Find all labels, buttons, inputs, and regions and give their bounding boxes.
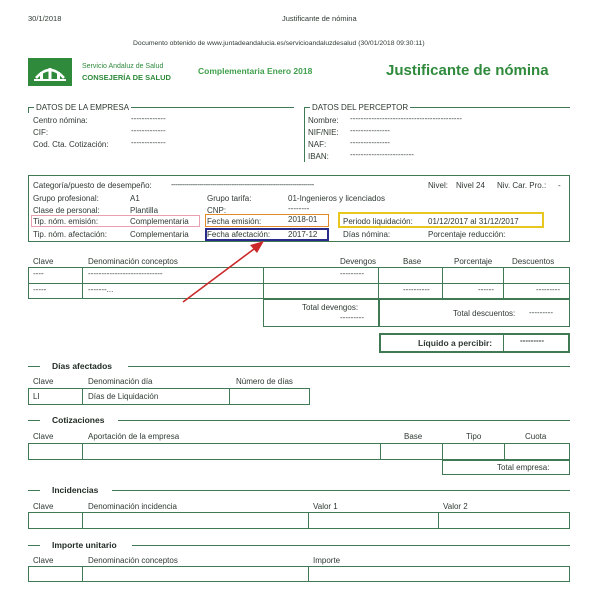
fecha-afect-label: Fecha afectación: bbox=[207, 230, 271, 239]
dias-afectados-title: Días afectados bbox=[52, 361, 112, 371]
tip-afect-label: Tip. nóm. afectación: bbox=[33, 230, 107, 239]
incidencias-table bbox=[28, 512, 570, 529]
liquido-value: --------- bbox=[520, 336, 544, 345]
table-row-2-clave: ----- bbox=[33, 285, 47, 294]
print-title: Justificante de nómina bbox=[282, 14, 357, 23]
clase-value: Plantilla bbox=[130, 206, 159, 215]
categoria-value: ------------------------------------------------------------------ bbox=[171, 180, 314, 189]
cot-col-cuota: Cuota bbox=[525, 432, 547, 441]
cod-value: ------------- bbox=[131, 138, 166, 147]
brand-line1: Servicio Andaluz de Salud bbox=[82, 63, 164, 70]
table-row-2-porcentaje: ------ bbox=[478, 285, 494, 294]
centro-value: ------------- bbox=[131, 114, 166, 123]
inc-col-valor2: Valor 2 bbox=[443, 502, 468, 511]
nombre-label: Nombre: bbox=[308, 116, 339, 125]
col-porcentaje: Porcentaje bbox=[454, 257, 493, 266]
inc-col-denominacion: Denominación incidencia bbox=[88, 502, 177, 511]
nivel-label: Nivel: bbox=[428, 181, 449, 190]
grupo-prof-label: Grupo profesional: bbox=[33, 194, 99, 203]
carpro-value: - bbox=[558, 181, 561, 190]
fecha-emision-label: Fecha emisión: bbox=[207, 217, 262, 226]
cnp-label: CNP: bbox=[207, 206, 227, 215]
iban-value: ------------------------ bbox=[350, 150, 414, 159]
table-row-2-descuentos: --------- bbox=[536, 285, 560, 294]
document-title: Justificante de nómina bbox=[386, 62, 549, 79]
grupo-tarifa-label: Grupo tarifa: bbox=[207, 194, 252, 203]
nif-label: NIF/NIE: bbox=[308, 128, 339, 137]
payroll-subtitle: Complementaria Enero 2018 bbox=[198, 66, 313, 76]
iban-label: IBAN: bbox=[308, 152, 329, 161]
clase-label: Clase de personal: bbox=[33, 206, 100, 215]
col-base: Base bbox=[403, 257, 422, 266]
nombre-value: ------------------------------------------ bbox=[350, 114, 462, 123]
cotizaciones-table bbox=[28, 443, 570, 460]
table-row-2-denominacion: -------... bbox=[88, 285, 114, 294]
table-row-1-clave: ---- bbox=[33, 269, 44, 278]
total-devengos-label: Total devengos: bbox=[302, 303, 359, 312]
incidencias-title: Incidencias bbox=[52, 485, 99, 495]
dias-table bbox=[28, 388, 310, 405]
dias-row-denominacion: Días de Liquidación bbox=[88, 392, 159, 401]
inc-col-valor1: Valor 1 bbox=[313, 502, 338, 511]
imp-col-clave: Clave bbox=[33, 556, 54, 565]
col-denominacion: Denominación conceptos bbox=[88, 257, 178, 266]
cot-col-clave: Clave bbox=[33, 432, 54, 441]
naf-value: --------------- bbox=[350, 138, 390, 147]
fecha-afect-value: 2017-12 bbox=[288, 230, 318, 239]
perceptor-header: DATOS DEL PERCEPTOR bbox=[312, 103, 409, 112]
inc-col-clave: Clave bbox=[33, 502, 54, 511]
brand-line2: CONSEJERÍA DE SALUD bbox=[82, 73, 171, 82]
naf-label: NAF: bbox=[308, 140, 327, 149]
cot-col-aportacion: Aportación de la empresa bbox=[88, 432, 180, 441]
dias-row-clave: LI bbox=[33, 392, 40, 401]
col-clave: Clave bbox=[33, 257, 54, 266]
grupo-tarifa-value: 01-Ingenieros y licenciados bbox=[288, 194, 385, 203]
empresa-header: DATOS DE LA EMPRESA bbox=[36, 103, 130, 112]
nivel-value: Nivel 24 bbox=[456, 181, 485, 190]
print-date: 30/1/2018 bbox=[28, 14, 62, 23]
imp-col-importe: Importe bbox=[313, 556, 341, 565]
junta-andalucia-logo-icon bbox=[28, 58, 72, 86]
table-row-1-denominacion: ---------------------------- bbox=[88, 269, 163, 278]
periodo-value: 01/12/2017 al 31/12/2017 bbox=[428, 217, 519, 226]
cot-col-tipo: Tipo bbox=[466, 432, 482, 441]
cif-label: CIF: bbox=[33, 128, 49, 137]
porcentaje-label: Porcentaje reducción: bbox=[428, 230, 506, 239]
col-devengos: Devengos bbox=[340, 257, 377, 266]
tip-afect-value: Complementaria bbox=[130, 230, 189, 239]
dias-col-numero: Número de días bbox=[236, 377, 293, 386]
table-row-1-devengos: --------- bbox=[340, 269, 364, 278]
source-line: Documento obtenido de www.juntadeandalucia.es/servicioandaluzdesalud (30/01/2018 09:30:11) bbox=[133, 40, 425, 47]
importe-table bbox=[28, 566, 570, 582]
fecha-emision-value: 2018-01 bbox=[288, 215, 318, 224]
cot-col-base: Base bbox=[404, 432, 423, 441]
cif-value: ------------- bbox=[131, 126, 166, 135]
carpro-label: Niv. Car. Pro.: bbox=[497, 181, 547, 190]
tip-emision-label: Tip. nóm. emisión: bbox=[33, 217, 99, 226]
liquido-label: Líquido a percibir: bbox=[418, 338, 493, 348]
nif-value: --------------- bbox=[350, 126, 390, 135]
total-descuentos-label: Total descuentos: bbox=[453, 309, 516, 318]
centro-label: Centro nómina: bbox=[33, 116, 88, 125]
total-devengos-value: --------- bbox=[340, 313, 364, 322]
imp-col-denominacion: Denominación conceptos bbox=[88, 556, 178, 565]
dias-label: Días nómina: bbox=[343, 230, 391, 239]
tip-emision-value: Complementaria bbox=[130, 217, 189, 226]
cod-label: Cod. Cta. Cotización: bbox=[33, 140, 109, 149]
total-empresa-label: Total empresa: bbox=[497, 463, 550, 472]
total-descuentos-value: --------- bbox=[529, 308, 553, 317]
cnp-value: -------- bbox=[288, 204, 310, 213]
cotizaciones-title: Cotizaciones bbox=[52, 415, 105, 425]
red-arrow-annotation bbox=[180, 236, 270, 306]
table-row-2-base: ---------- bbox=[403, 285, 430, 294]
dias-col-denominacion: Denominación día bbox=[88, 377, 153, 386]
categoria-label: Categoría/puesto de desempeño: bbox=[33, 181, 152, 190]
col-descuentos: Descuentos bbox=[512, 257, 555, 266]
grupo-prof-value: A1 bbox=[130, 194, 140, 203]
importe-unitario-title: Importe unitario bbox=[52, 540, 117, 550]
dias-col-clave: Clave bbox=[33, 377, 54, 386]
periodo-label: Periodo liquidación: bbox=[343, 217, 413, 226]
